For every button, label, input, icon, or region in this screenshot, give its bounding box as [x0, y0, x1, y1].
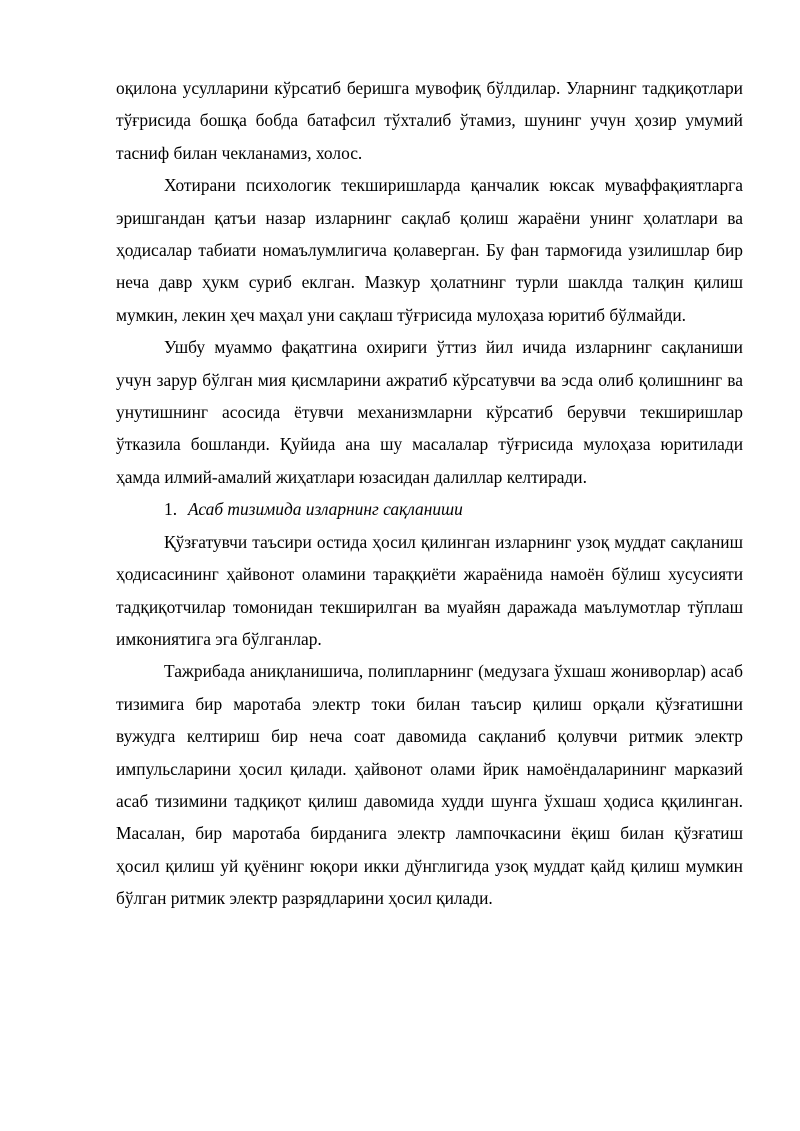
paragraph-4: Қўзғатувчи таъсири остида ҳосил қилинган изларнинг узоқ муддат сақланиш ҳодисасининг ҳайвонот оламини тараққиёти жараёнида намоён бўлиш хусусияти тадқиқотчилар томонидан текширилган ва муайян даражада маълумотлар тўплаш имкониятига эга бўлганлар.	[116, 531, 743, 649]
paragraph-3: Ушбу муаммо фақатгина охириги ўттиз йил ичида изларнинг сақланиши учун зарур бўлган мия қисмларини ажратиб кўрсатувчи ва эсда олиб қолишнинг ва унутишнинг асосида ётувчи механизмларни кўрсатиб берувчи текширишлар ўтказила бошланди. Қуйида ана шу масалалар тўғрисида мулоҳаза юритилади ҳамда илмий-амалий жиҳатлари юзасидан далиллар келтиради.	[116, 337, 743, 487]
section-title: Асаб тизимида изларнинг сақланиши	[188, 499, 463, 520]
paragraph-5: Тажрибада аниқланишича, полипларнинг (медузага ўхшаш жониворлар) асаб тизимига бир маротаба электр токи билан таъсир қилиш орқали қўзғатишни вужудга келтириш бир неча соат давомида сақланиб қолувчи ритмик электр импульсларини ҳосил қилади. ҳайвонот олами йрик намоёндаларининг марказий асаб тизимини тадқиқот қилиш давомида худди шунга ўхшаш ҳодиса ққилинган. Масалан, бир маротаба бирданига электр лампочкасини ёқиш билан қўзғатиш ҳосил қилиш уй қуёнинг юқори икки дўнглигида узоқ муддат қайд қилиш мумкин бўлган ритмик электр разрядларини ҳосил қилади.	[116, 661, 743, 909]
document-page	[116, 72, 743, 915]
section-number: 1.	[164, 499, 178, 520]
paragraph-2: Хотирани психологик текширишларда қанчалик юксак муваффақиятларга эришгандан қатъи назар изларнинг сақлаб қолиш жараёни унинг ҳолатлари ва ҳодисалар табиати номаълумлигича қолаверган. Бу фан тармоғида узилишлар бир неча давр ҳукм суриб еклган. Мазкур ҳолатнинг турли шаклда талқин қилиш мумкин, лекин ҳеч маҳал уни сақлаш тўғрисида мулоҳаза юритиб бўлмайди.	[116, 175, 743, 325]
paragraph-1: оқилона усулларини кўрсатиб беришга мувофиқ бўлдилар. Уларнинг тадқиқотлари тўғрисида бошқа бобда батафсил тўхталиб ўтамиз, шунинг учун ҳозир умумий тасниф билан чекланамиз, холос.	[116, 78, 743, 163]
section-heading	[116, 493, 743, 525]
